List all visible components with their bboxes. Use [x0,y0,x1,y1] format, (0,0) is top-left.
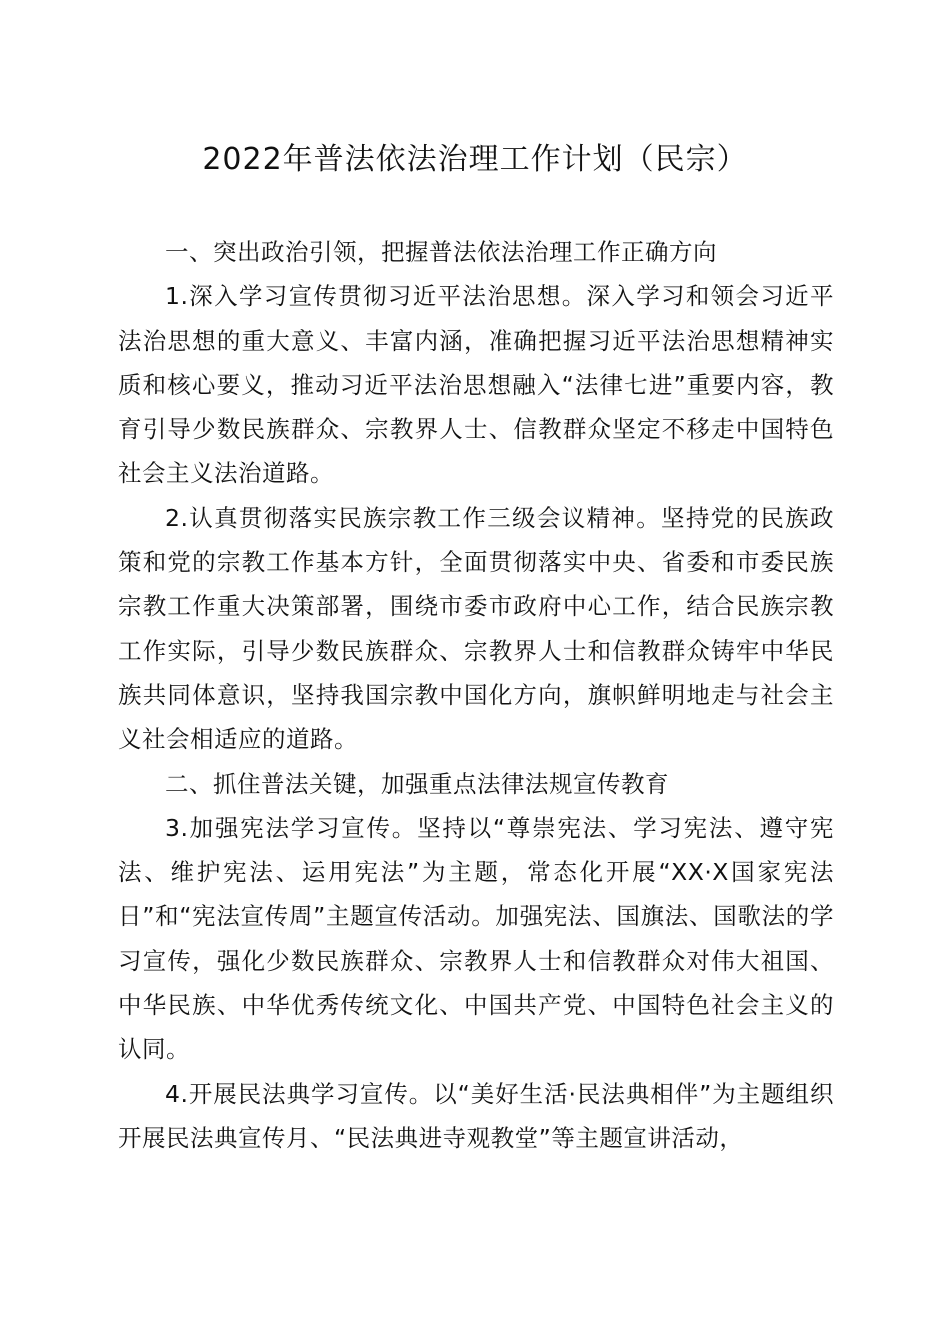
section-heading-2: 二、抓住普法关键，加强重点法律法规宣传教育 [165,769,669,798]
document-title: 2022年普法依法治理工作计划（民宗） [202,142,748,177]
paragraph-4: 4.开展民法典学习宣传。以“美好生活·民法典相伴”为主题组织开展民法典宣传月、“民法典进寺观教堂”等主题宣讲活动， [118,1079,834,1152]
paragraph-1: 1.深入学习宣传贯彻习近平法治思想。深入学习和领会习近平法治思想的重大意义、丰富内涵，准确把握习近平法治思想精神实质和核心要义，推动习近平法治思想融入“法律七进”重要内容，教育引导少数民族群众、宗教界人士、信教群众坚定不移走中国特色社会主义法治道路。 [118,282,834,488]
document-body [118,230,834,1160]
section-heading-1: 一、突出政治引领，把握普法依法治理工作正确方向 [165,238,717,266]
paragraph-2: 2.认真贯彻落实民族宗教工作三级会议精神。坚持党的民族政策和党的宗教工作基本方针，全面贯彻落实中央、省委和市委民族宗教工作重大决策部署，围绕市委市政府中心工作，结合民族宗教工作实际，引导少数民族群众、宗教界人士和信教群众铸牢中华民族共同体意识，坚持我国宗教中国化方向，旗帜鲜明地走与社会主义社会相适应的道路。 [118,503,834,754]
paragraph-3: 3.加强宪法学习宣传。坚持以“尊崇宪法、学习宪法、遵守宪法、维护宪法、运用宪法”为主题，常态化开展“XX·X国家宪法日”和“宪法宣传周”主题宣传活动。加强宪法、国旗法、国歌法的学习宣传，强化少数民族群众、宗教界人士和信教群众对伟大祖国、中华民族、中华优秀传统文化、中国共产党、中国特色社会主义的认同。 [118,813,834,1064]
